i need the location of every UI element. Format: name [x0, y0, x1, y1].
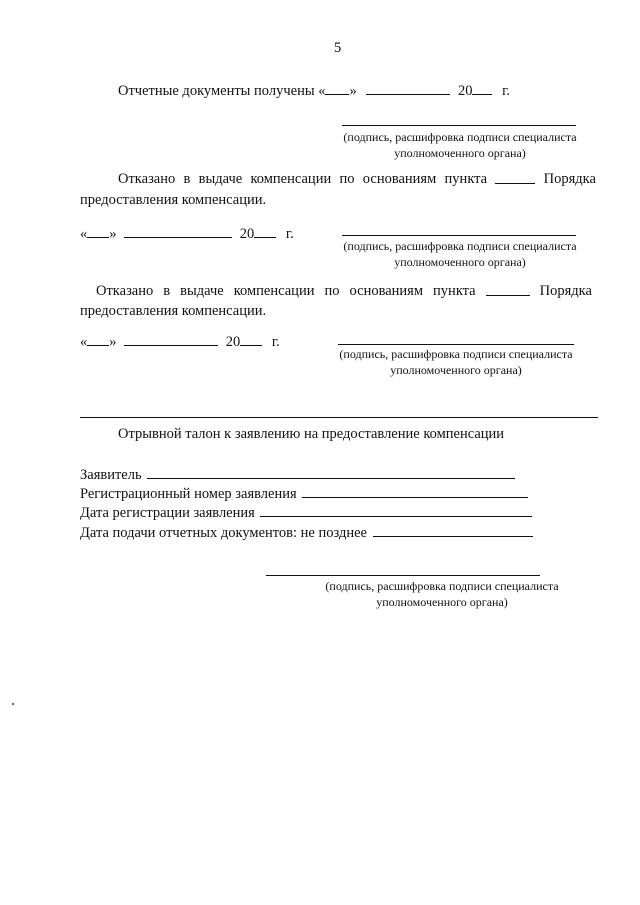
signature-caption-3-line1: (подпись, расшифровка подписи специалиста — [339, 347, 573, 361]
refusal2-open-quote: « — [80, 334, 88, 350]
signature-caption-4-line1: (подпись, расшифровка подписи специалиста — [325, 579, 559, 593]
refusal1-month-blank[interactable] — [124, 225, 232, 238]
refusal2-day-blank[interactable] — [87, 333, 109, 346]
refusal1-year-blank[interactable] — [254, 225, 276, 238]
submission-label: Дата подачи отчетных документов: не позднее — [80, 525, 367, 541]
refusal2-word: компенсации — [233, 283, 315, 299]
refusal2-word-end: Порядка — [539, 283, 592, 299]
refusal2-close-quote: » — [109, 334, 117, 350]
tear-off-separator — [80, 417, 598, 418]
signature-line-2[interactable] — [342, 235, 576, 236]
signature-caption-3 — [330, 346, 582, 378]
tear-off-title: Отрывной талон к заявлению на предоставление компенсации — [118, 426, 505, 442]
signature-line-1[interactable] — [342, 125, 576, 126]
refusal1-word: в — [183, 171, 191, 187]
refusal2-word: по — [324, 283, 340, 299]
page-number: 5 — [334, 40, 342, 56]
received-year-suffix: г. — [502, 83, 511, 99]
signature-line-3[interactable] — [338, 344, 574, 345]
reg-number-row — [80, 485, 528, 503]
refusal1-word: Отказано — [118, 171, 176, 187]
refusal2-line2: предоставления компенсации. — [80, 303, 267, 319]
refusal1-close-quote: » — [109, 226, 117, 242]
refusal2-line1 — [96, 283, 592, 300]
refusal1-word: пункта — [444, 171, 488, 187]
signature-caption-3-line2: уполномоченного органа) — [390, 363, 522, 377]
refusal2-word: в — [163, 283, 171, 299]
refusal1-line2: предоставления компенсации. — [80, 192, 267, 208]
refusal2-clause-blank[interactable] — [486, 283, 530, 296]
received-month-blank[interactable] — [366, 82, 450, 95]
refusal2-year-blank[interactable] — [240, 333, 262, 346]
received-close-quote: » — [349, 83, 357, 99]
received-year-prefix: 20 — [457, 83, 473, 99]
reg-number-field[interactable] — [302, 485, 528, 498]
received-row — [118, 82, 510, 100]
refusal2-year-prefix: 20 — [225, 334, 241, 350]
signature-caption-2 — [334, 238, 586, 270]
refusal1-clause-blank[interactable] — [495, 171, 535, 184]
signature-caption-4-line2: уполномоченного органа) — [376, 595, 508, 609]
reg-number-label: Регистрационный номер заявления — [80, 486, 297, 502]
refusal1-date-row — [80, 225, 294, 243]
applicant-row — [80, 466, 515, 484]
refusal1-year-suffix: г. — [285, 226, 294, 242]
reg-date-row — [80, 504, 532, 522]
applicant-field[interactable] — [147, 466, 515, 479]
refusal1-day-blank[interactable] — [87, 225, 109, 238]
reg-date-label: Дата регистрации заявления — [80, 505, 255, 521]
refusal1-word: по — [339, 171, 355, 187]
scan-speck — [12, 703, 14, 705]
signature-caption-1 — [334, 129, 586, 161]
refusal1-open-quote: « — [80, 226, 88, 242]
signature-caption-1-line1: (подпись, расшифровка подписи специалиста — [343, 130, 577, 144]
reg-date-field[interactable] — [260, 504, 532, 517]
applicant-label: Заявитель — [80, 467, 142, 483]
received-year-blank[interactable] — [472, 82, 492, 95]
received-open-quote: « — [318, 83, 326, 99]
signature-caption-4 — [316, 578, 568, 610]
signature-caption-2-line2: уполномоченного органа) — [394, 255, 526, 269]
refusal1-year-prefix: 20 — [239, 226, 255, 242]
refusal1-line1 — [118, 171, 596, 188]
received-label: Отчетные документы получены — [118, 83, 315, 99]
refusal2-word: пункта — [433, 283, 476, 299]
refusal2-word: основаниям — [349, 283, 424, 299]
signature-caption-2-line1: (подпись, расшифровка подписи специалиста — [343, 239, 577, 253]
signature-line-4[interactable] — [266, 575, 540, 576]
submission-field[interactable] — [373, 524, 533, 537]
refusal2-date-row — [80, 333, 280, 351]
submission-row — [80, 524, 533, 542]
refusal2-month-blank[interactable] — [124, 333, 218, 346]
refusal1-word: основаниям — [362, 171, 437, 187]
signature-caption-1-line2: уполномоченного органа) — [394, 146, 526, 160]
refusal2-year-suffix: г. — [271, 334, 280, 350]
refusal1-word: компенсации — [250, 171, 332, 187]
refusal2-word: выдаче — [180, 283, 224, 299]
received-day-blank[interactable] — [325, 82, 349, 95]
refusal2-word: Отказано — [96, 283, 154, 299]
refusal1-word-end: Порядка — [543, 171, 596, 187]
refusal1-word: выдаче — [198, 171, 243, 187]
